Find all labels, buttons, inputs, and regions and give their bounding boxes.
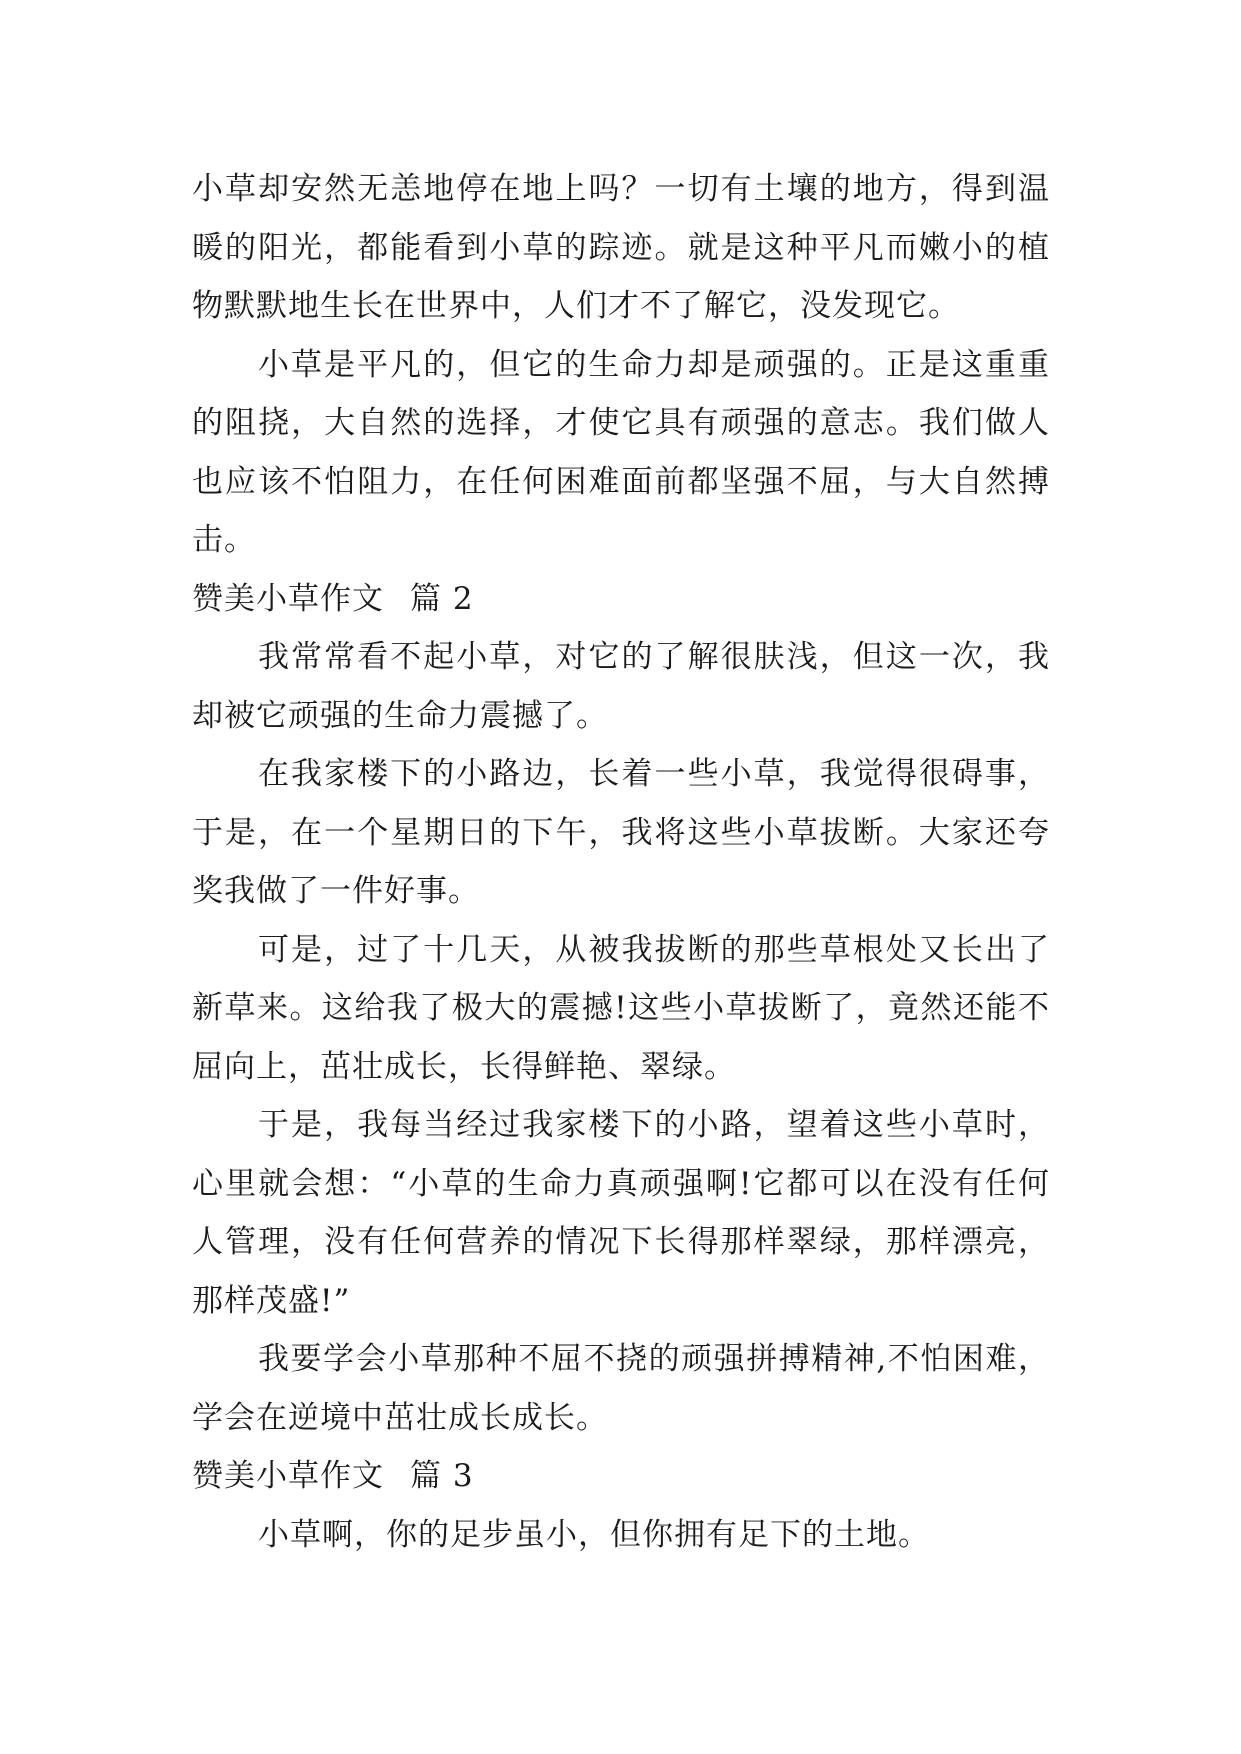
section-heading-number: 篇 3 [410,1458,474,1494]
section-heading [192,570,1050,629]
section-heading-title: 赞美小草作文 [192,1458,384,1494]
paragraph: 小草却安然无恙地停在地上吗？一切有土壤的地方，得到温暖的阳光，都能看到小草的踪迹。就是这种平凡而嫩小的植物默默地生长在世界中，人们才不了解它，没发现它。 [192,171,1050,324]
paragraph: 在我家楼下的小路边，长着一些小草，我觉得很碍事，于是，在一个星期日的下午，我将这些小草拔断。大家还夸奖我做了一件好事。 [192,756,1050,909]
section-heading-number: 篇 2 [410,580,474,617]
paragraph: 我常常看不起小草，对它的了解很肤浅，但这一次，我却被它顽强的生命力震撼了。 [192,639,1050,734]
section-heading-title: 赞美小草作文 [192,580,384,617]
paragraph: 小草啊，你的足步虽小，但你拥有足下的土地。 [258,1516,930,1553]
document-body [192,160,1050,1564]
paragraph: 小草是平凡的，但它的生命力却是顽强的。正是这重重的阻挠，大自然的选择，才使它具有顽强的意志。我们做人也应该不怕阻力，在任何困难面前都坚强不屈，与大自然搏击。 [192,346,1050,558]
section-heading [192,1447,1050,1506]
paragraph: 可是，过了十几天，从被我拔断的那些草根处又长出了新草来。这给我了极大的震撼!这些小草拔断了，竟然还能不屈向上，茁壮成长，长得鲜艳、翠绿。 [192,931,1050,1085]
paragraph: 于是，我每当经过我家楼下的小路，望着这些小草时，心里就会想：“小草的生命力真顽强啊!它都可以在没有任何人管理，没有任何营养的情况下长得那样翠绿，那样漂亮，那样茂盛!” [192,1107,1050,1319]
paragraph: 我要学会小草那种不屈不挠的顽强拼搏精神,不怕困难，学会在逆境中茁壮成长成长。 [192,1341,1050,1436]
